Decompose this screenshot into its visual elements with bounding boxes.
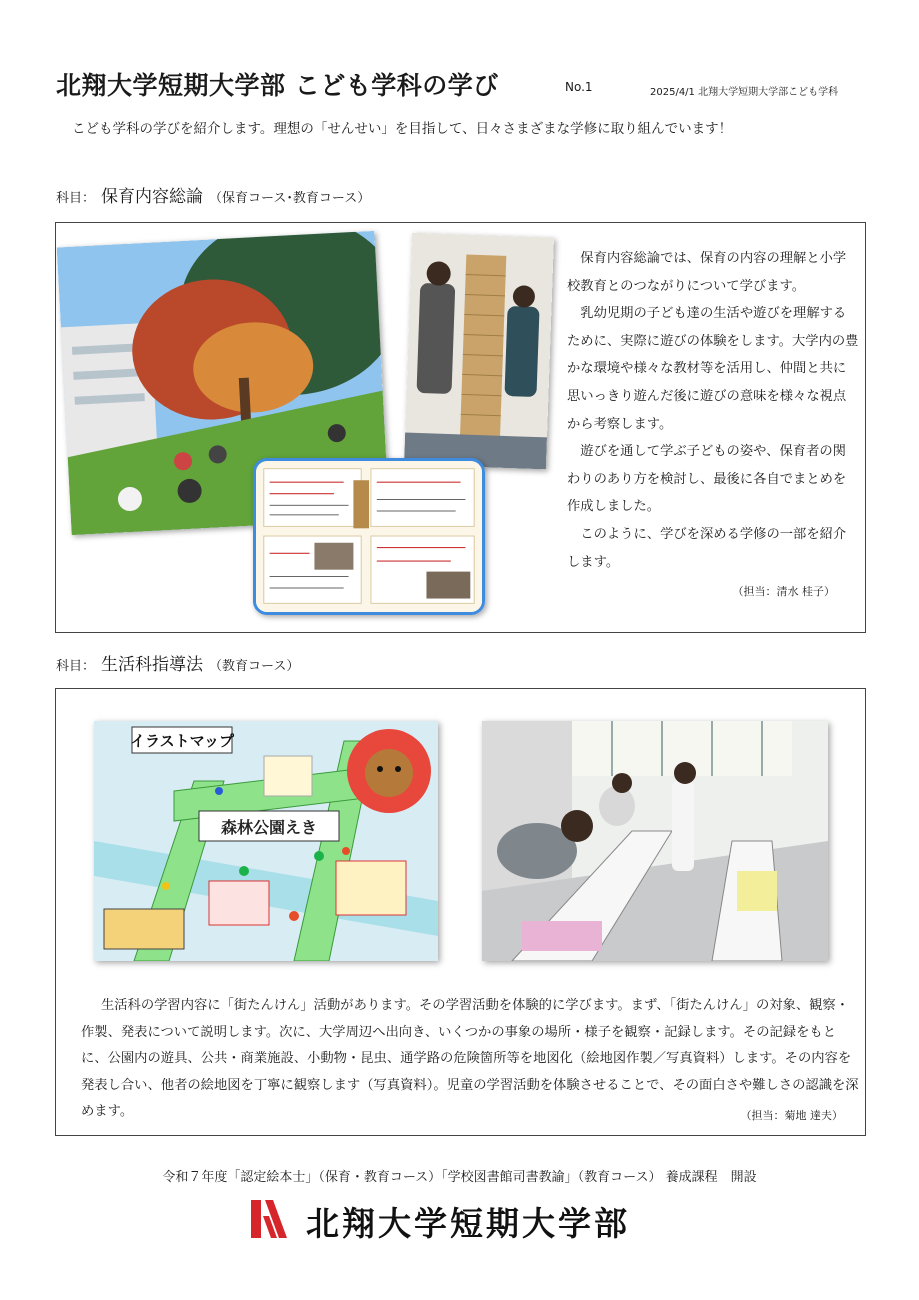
illustrated-map-photo <box>94 721 438 961</box>
section-2-box <box>55 688 866 1136</box>
block-tower-photo <box>404 233 554 470</box>
subject-course: （教育コース） <box>209 659 300 674</box>
section-1-credit: （担当：清水 桂子） <box>732 585 835 598</box>
subject-prefix: 科目： <box>56 659 96 674</box>
dateline: 2025/4/1 北翔大学短期大学部こども学科 <box>650 87 839 98</box>
paragraph: 保育内容総論では、保育の内容の理解と小学校教育とのつながりについて学びます。 <box>567 251 847 294</box>
intro-text: こども学科の学びを紹介します。理想の「せんせい」を目指して、日々さまざまな学修に取り組んでいます！ <box>72 121 733 137</box>
section-1-box <box>55 222 866 633</box>
paragraph: 遊びを通して学ぶ子どもの姿や、保育者の関わりのあり方を検討し、最後に各自でまとめを作成しました。 <box>567 444 847 515</box>
subject-heading-1 <box>56 182 370 207</box>
section-2-body <box>81 993 861 1126</box>
issue-number: No.1 <box>565 80 593 94</box>
subject-prefix: 科目： <box>56 191 96 206</box>
subject-heading-2 <box>56 650 299 675</box>
subject-name: 保育内容総論 <box>101 187 204 207</box>
map-station-label: 森林公園えき <box>220 818 318 837</box>
summary-poster-photo <box>253 458 485 615</box>
classroom-activity-photo <box>482 721 828 961</box>
paragraph: 乳幼児期の子ども達の生活や遊びを理解するために、実際に遊びの体験をします。大学内の豊かな環境や様々な教材等を活用し、仲間と共に思いっきり遊んだ後に遊びの意味を様々な視点から考察します。 <box>567 306 859 432</box>
paragraph: このように、学びを深める学修の一部を紹介します。 <box>567 526 847 570</box>
university-logo-text: 北翔大学短期大学部 <box>306 1204 630 1243</box>
map-title: イラストマップ <box>130 732 234 750</box>
section-2-credit: （担当：菊地 達夫） <box>740 1109 843 1122</box>
subject-course: （保育コース･教育コース） <box>209 191 371 206</box>
paragraph: 生活科の学習内容に「街たんけん」活動があります。その学習活動を体験的に学びます。まず、「街たんけん」の対象、観察・作製、発表について説明します。次に、大学周辺へ出向き、いくつかの事象の場所・様子を観察・記録します。その記録をもとに、公園内の遊具、公共・商業施設、小動物・昆虫、通学路の危険箇所等を地図化（絵地図作製／写真資料）します。その内容を発表し合い、他者の絵地図を丁寧に観察します（写真資料）。児童の学習活動を体験させることで、その面白さや難しさの認識を深めます。 <box>81 998 859 1119</box>
footer-note: 令和７年度「認定絵本士」（保育・教育コース）「学校図書館司書教諭」（教育コース） 養成課程 開設 <box>162 1170 757 1185</box>
page-title: 北翔大学短期大学部 こども学科の学び <box>56 71 499 100</box>
section-1-body <box>567 245 859 576</box>
university-logo-icon <box>247 1198 291 1240</box>
subject-name: 生活科指導法 <box>101 655 204 675</box>
